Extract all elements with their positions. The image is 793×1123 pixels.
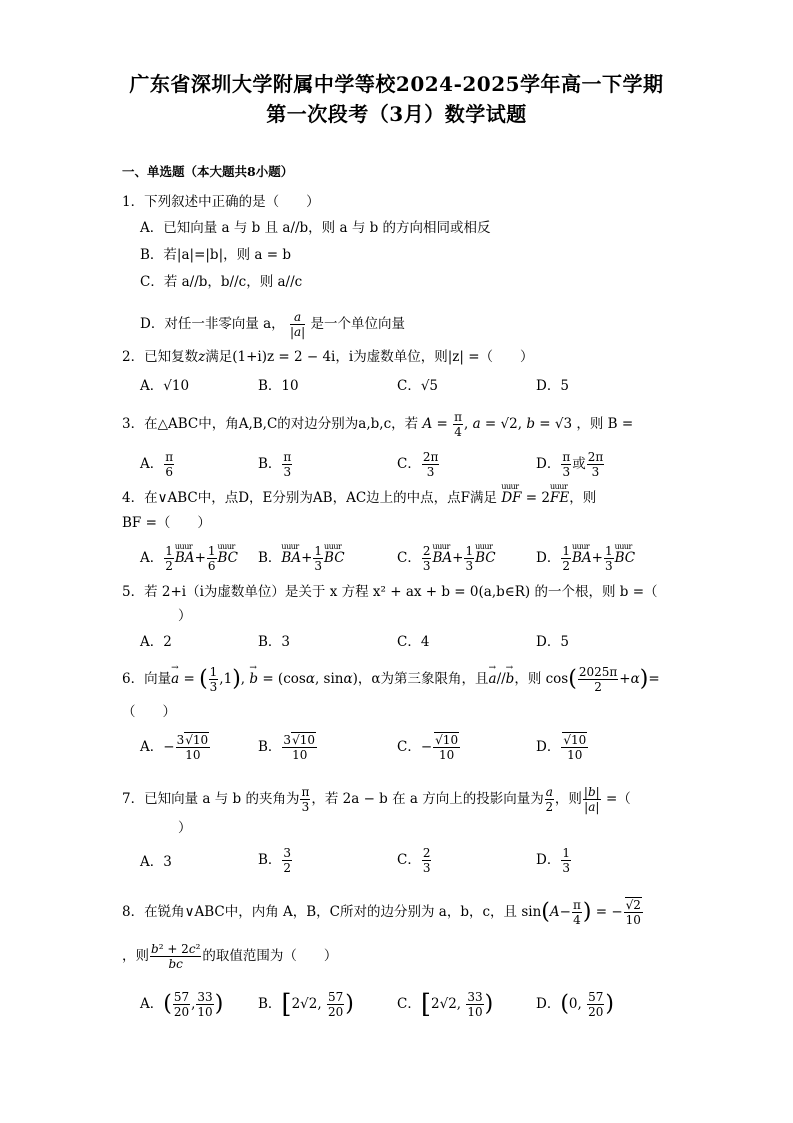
q2-option-c: C．√5 [397,378,439,394]
page-title-line2: 第一次段考（3月）数学试题 [266,102,527,126]
q8-option-a: A．( $\frac{57}{20}$ , $\frac{33}{10}$ ) [140,990,224,1019]
q6-option-c: C．− $\frac{√10}{10}$ [397,733,459,762]
q8-option-d: D．(0, $\frac{57}{20}$ ) [536,990,614,1019]
q2-stem-post: ，i为虚数单位，则|z| =（ ） [335,349,534,365]
q4-line1-text: 4．在∨ABC中，点D，E分别为AB，AC边上的中点，点F满足 [122,490,498,506]
q3-option-d: D． $\frac{\pi}{3}$ 或 $\frac{2\pi}{3}$ [536,450,604,479]
q4-option-a: A． $\frac{1}{2}$ uuur BA+ $\frac{1}{6}$ uuur BC [140,544,238,573]
q7-option-c: C． $\frac{2}{3}$ [397,846,431,875]
section-heading: 一、单选题（本大题共8小题） [122,164,294,179]
q5-option-d: D．5 [536,634,569,650]
q5-stem: 5．若 2+i（i为虚数单位）是关于 x 方程 x² + ax + b = 0(a,b∈R) 的一个根，则 b =（ [122,584,658,600]
q6-stem: 6．向量→ a = ( $\frac{1}{3}$ ,1), → b = (cosα, sinα)，α为第三象限角，且→ a//→ b，则 cos( $\frac{2025\pi}{2}$ +α)= [122,665,660,694]
q4-stem-line1: 4．在∨ABC中，点D，E分别为AB，AC边上的中点，点F满足 uuur DF = 2uuur FE，则 [122,488,596,508]
q3-option-a: A． $\frac{\pi}{6}$ [140,450,174,479]
q3-option-c: C． $\frac{2\pi}{3}$ [397,450,439,479]
q8-option-c: C．[2√2, $\frac{33}{10}$ ) [397,989,494,1020]
q7-stem: 7．已知向量 a 与 b 的夹角为 $\frac{\pi}{3}$ ，若 2a − b 在 a 方向上的投影向量为 $\frac{a}{2}$ ，则 $\frac{|b|}{|a|}$ =（ [122,785,631,814]
q1-option-d-post: 是一个单位向量 [310,316,406,332]
q4-option-b: B．uuur BA+ $\frac{1}{3}$ uuur BC [258,544,345,573]
q2-option-d: D．5 [536,378,569,394]
q3-option-b: B． $\frac{\pi}{3}$ [258,450,292,479]
q5-stem-cont: ） [178,608,192,624]
q5-option-a: A．2 [140,634,172,650]
unit-vector-fraction: $\frac{a}{|a|}$ [289,310,306,339]
q3-stem: 3．在△ABC中，角A,B,C的对边分别为a,b,c，若 A = $\frac{\pi}{4}$ , a = √2, b = √3 ，则 B = [122,410,634,439]
q1-option-c: C．若 a//b，b//c，则 a//c [140,274,303,290]
q1-option-b: B．若|a|=|b|，则 a = b [140,247,291,263]
q3-stem-post: ，则 B = [576,416,634,432]
q2-equation: (1+i)z = 2 − 4i [232,349,336,365]
q8-stem-cont: ，则 $\frac{\text{b² + 2c²}}{bc}$ 的取值范围为（ ） [122,942,338,971]
q2-stem: 2．已知复数z满足(1+i)z = 2 − 4i，i为虚数单位，则|z| =（ ） [122,349,534,365]
q7-option-b: B． $\frac{3}{2}$ [258,846,292,875]
q6-stem-cont: （ ） [122,704,176,720]
q4-option-d: D． $\frac{1}{2}$ uuur BA+ $\frac{1}{3}$ uuur BC [536,544,635,573]
q5-option-c: C．4 [397,634,430,650]
q7-option-a: A．3 [140,854,172,870]
q5-option-b: B．3 [258,634,291,650]
q7-option-d: D． $\frac{1}{3}$ [536,846,570,875]
q2-option-b: B．10 [258,378,299,394]
q6-option-d: D． $\frac{√10}{10}$ [536,733,587,762]
q2-option-a: A．√10 [140,378,190,394]
q1-option-d-pre: D．对任一非零向量 a， [140,316,285,332]
q1-option-a: A．已知向量 a 与 b 且 a//b，则 a 与 b 的方向相同或相反 [140,220,491,236]
q1-stem: 1．下列叙述中正确的是（ ） [122,194,320,210]
q2-stem-pre: 2．已知复数 [122,349,199,365]
page-title-line1: 广东省深圳大学附属中学等校2024-2025学年高一下学期 [129,72,664,96]
q4-stem-line2: BF =（ ） [122,515,211,531]
q3-stem-pre: 3．在△ABC中，角A,B,C的对边分别为a,b,c，若 [122,416,419,432]
q8-option-b: B．[2√2, $\frac{57}{20}$ ) [258,989,354,1020]
q4-option-c: C． $\frac{2}{3}$ uuur BA+ $\frac{1}{3}$ uuur BC [397,544,496,573]
q8-stem: 8．在锐角∨ABC中，内角 A，B，C所对的边分别为 a，b，c，且 sin(A− $\frac{\pi}{4}$ ) = − $\frac{√2}{10}$ [122,898,641,927]
q7-stem-cont: ） [178,820,192,836]
q6-option-a: A．− $\frac{3√10}{10}$ [140,733,209,762]
q1-option-d [140,310,405,339]
q6-option-b: B． $\frac{3√10}{10}$ [258,733,315,762]
